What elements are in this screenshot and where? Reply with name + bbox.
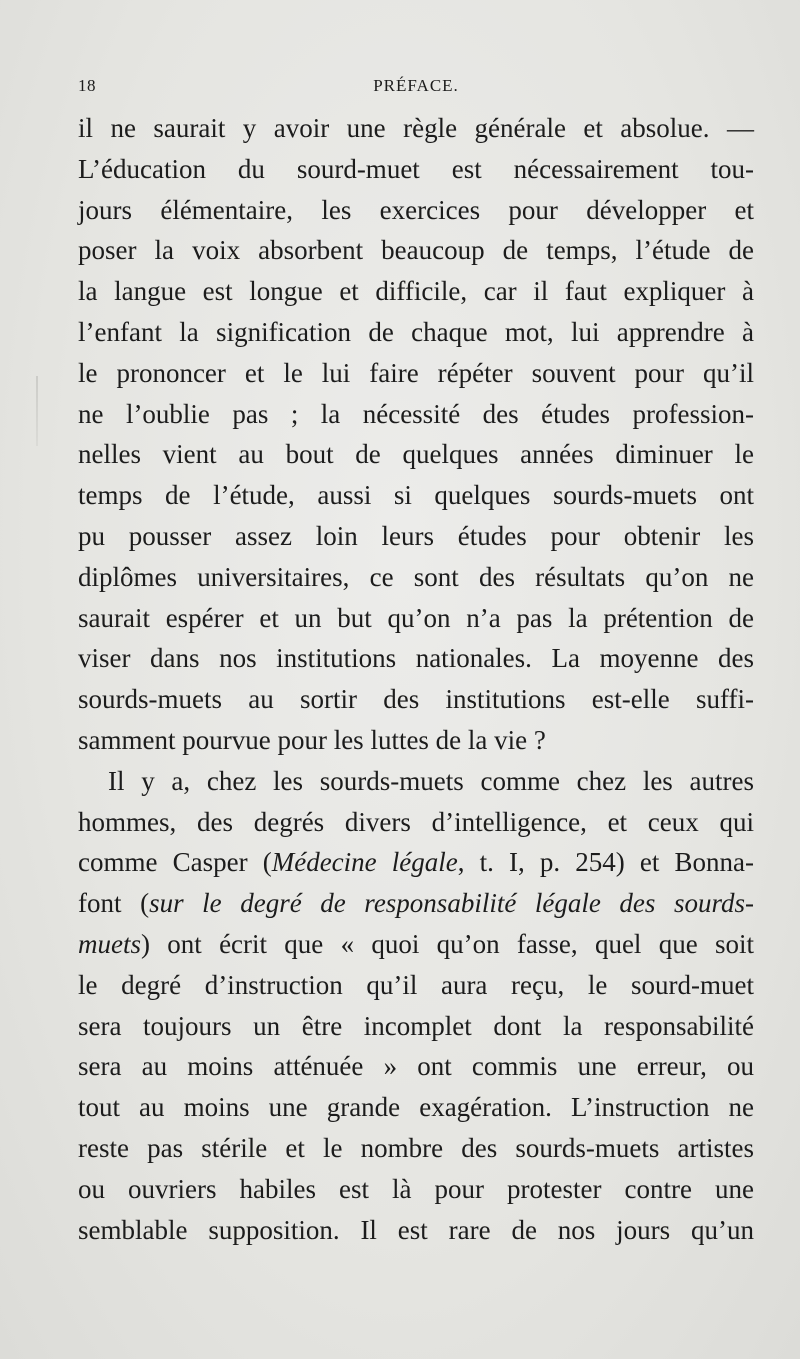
text-line: le prononcer et le lui faire répéter souvent pour qu’il bbox=[78, 357, 754, 388]
text-segment: comme Casper ( bbox=[78, 847, 272, 878]
italic-title: Médecine légale bbox=[271, 847, 458, 878]
text-line bbox=[78, 842, 754, 883]
text-line: ne l’oublie pas ; la nécessité des études profession- bbox=[78, 398, 754, 429]
body-text bbox=[78, 108, 754, 1250]
text-line: Il y a, chez les sourds-muets comme chez les autres bbox=[108, 765, 754, 796]
italic-title: muets bbox=[78, 928, 141, 959]
text-segment: font ( bbox=[78, 888, 150, 919]
text-line: saurait espérer et un but qu’on n’a pas la prétention de bbox=[78, 602, 754, 633]
running-title: PRÉFACE. bbox=[373, 76, 459, 95]
text-line: ou ouvriers habiles est là pour protester contre une bbox=[78, 1173, 754, 1204]
text-line: samment pourvue pour les luttes de la vie ? bbox=[78, 724, 546, 755]
text-line: le degré d’instruction qu’il aura reçu, le sourd-muet bbox=[78, 969, 754, 1000]
text-line: l’enfant la signification de chaque mot, lui apprendre à bbox=[78, 316, 754, 347]
text-line: sera au moins atténuée » ont commis une erreur, ou bbox=[78, 1051, 754, 1082]
text-line: diplômes universitaires, ce sont des résultats qu’on ne bbox=[78, 561, 754, 592]
text-line: nelles vient au bout de quelques années diminuer le bbox=[78, 439, 754, 470]
text-line: poser la voix absorbent beaucoup de temps, l’étude de bbox=[78, 235, 754, 266]
text-line: il ne saurait y avoir une règle générale et absolue. — bbox=[78, 113, 754, 143]
text-line: la langue est longue et difficile, car il faut expliquer à bbox=[78, 276, 754, 307]
text-line bbox=[78, 924, 754, 965]
text-segment: ) ont écrit que « quoi qu’on fasse, quel que soit bbox=[141, 928, 754, 959]
text-line: L’éducation du sourd-muet est nécessairement tou- bbox=[78, 153, 754, 184]
page-number: 18 bbox=[78, 76, 96, 95]
margin-mark bbox=[36, 376, 38, 446]
italic-title: sur le degré de responsabilité légale des sourds- bbox=[149, 888, 754, 919]
text-line: temps de l’étude, aussi si quelques sourds-muets ont bbox=[78, 480, 754, 511]
text-line bbox=[78, 883, 754, 924]
text-line: pu pousser assez loin leurs études pour obtenir les bbox=[78, 520, 754, 551]
text-line: viser dans nos institutions nationales. La moyenne des bbox=[78, 643, 754, 674]
text-line: sera toujours un être incomplet dont la responsabilité bbox=[78, 1010, 754, 1041]
text-line: semblable supposition. Il est rare de nos jours qu’un bbox=[78, 1214, 754, 1245]
text-line: jours élémentaire, les exercices pour développer et bbox=[78, 194, 754, 225]
text-line: tout au moins une grande exagération. L’instruction ne bbox=[78, 1092, 754, 1123]
text-segment: , t. I, p. 254) et Bonna- bbox=[457, 847, 755, 878]
text-line: hommes, des degrés divers d’intelligence, et ceux qui bbox=[78, 806, 754, 837]
running-head bbox=[78, 76, 754, 100]
text-line: reste pas stérile et le nombre des sourds-muets artistes bbox=[78, 1132, 754, 1163]
text-line: sourds-muets au sortir des institutions est-elle suffi- bbox=[78, 684, 754, 715]
